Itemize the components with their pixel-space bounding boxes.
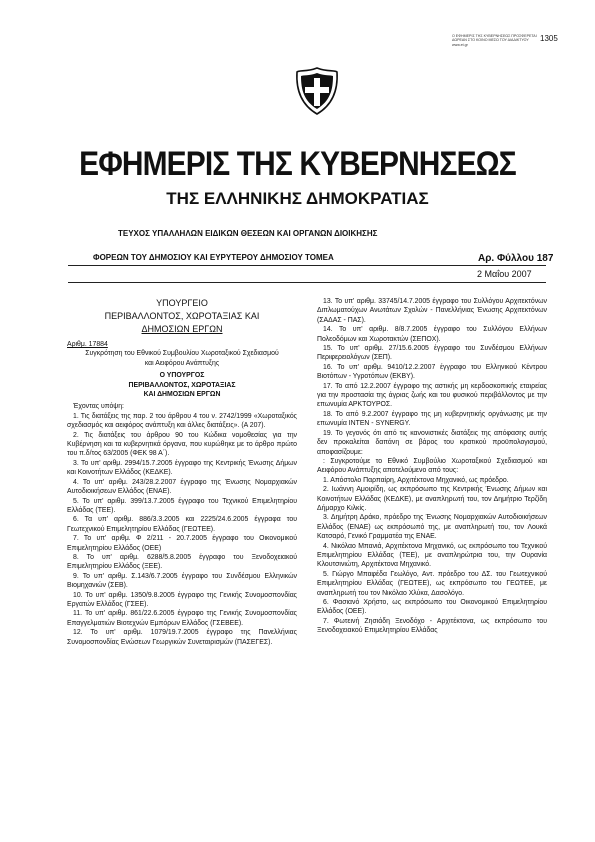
- list-item: 14. Το υπ' αριθμ. 8/8.7.2005 έγγραφο του Συλλόγου Ελλήνων Πολεοδόμων και Χωροτακτών (ΣΕΠΟΧ).: [317, 326, 547, 343]
- decision-title: Συγκρότηση του Εθνικού Συμβουλίου Χωροταξικού Σχεδιασμού και Αειφόρου Ανάπτυξης: [85, 350, 279, 367]
- member-item: 6. Φασιανό Χρήστο, ως εκπρόσωπο του Οικονομικού Επιμελητηρίου Ελλάδος (ΟΕΕ).: [317, 599, 547, 616]
- list-item: 6. Τα υπ' αριθμ. 886/3.3.2005 και 2225/24.6.2005 έγγραφα του Γεωτεχνικού Επιμελητηρίου Ελλάδας (ΓΕΩΤΕΕ).: [67, 516, 297, 533]
- ministry-heading: ΥΠΟΥΡΓΕΙΟ ΠΕΡΙΒΑΛΛΟΝΤΟΣ, ΧΩΡΟΤΑΞΙΑΣ ΚΑΙ ΔΗΜΟΣΙΩΝ ΕΡΓΩΝ: [104, 298, 260, 334]
- list-item: 11. Το υπ' αριθμ. 861/22.6.2005 έγγραφο της Γενικής Συνομοσπονδίας Επαγγελματιών Βιοτεχνών Εμπόρων Ελλάδος (ΓΣΕΒΕΕ).: [67, 610, 297, 627]
- list-item: 7. Το υπ' αριθμ. Φ 2/211 - 20.7.2005 έγγραφο του Οικονομικού Επιμελητηρίου Ελλάδος (ΟΕΕ): [67, 535, 297, 552]
- list-item: 3. Το υπ' αριθμ. 2994/15.7.2005 έγγραφο της Κεντρικής Ένωσης Δήμων και Κοινοτήτων Ελλάδος (ΚΕΔΚΕ).: [67, 459, 297, 477]
- list-item: 18. Το από 9.2.2007 έγγραφο της μη κυβερνητικής οργάνωσης με την επωνυμία ΙΝΤΕΝ - SYNERGY.: [317, 410, 547, 428]
- list-item: 10. Το υπ' αριθμ. 1350/9.8.2005 έγγραφο της Γενικής Συνομοσπονδίας Εργατών Ελλάδος (ΓΣΕΕ).: [67, 591, 297, 608]
- issue-date: 2 Μαΐου 2007: [477, 269, 532, 279]
- list-item: 19. Το γεγονός ότι από τις κανονιστικές διατάξεις της απόφασης αυτής δεν προκαλείται δαπάνη σε βάρος του κρατικού προϋπολογισμού, αποφασίζουμε:: [317, 429, 547, 456]
- list-item: 16. Το υπ' αριθμ. 9410/12.2.2007 έγγραφο του Ελληνικού Κέντρου Βιοτόπων - Υγροτόπων (ΕΚΒΥ).: [317, 363, 547, 381]
- list-item: 2. Τις διατάξεις του άρθρου 90 του Κώδικα νομοθεσίας για την Κυβέρνηση και τα κυβερνητικά όργανα, που κυρώθηκε με το άρθρο πρώτο του π.δ/τος 63/2005 (ΦΕΚ 98 Α΄).: [67, 431, 297, 458]
- list-item: 15. Το υπ' αριθμ. 27/15.6.2005 έγγραφο του Συνδέσμου Ελλήνων Περιφερειολόγων (ΣΕΠ).: [317, 345, 547, 362]
- gazette-title: ΕΦΗΜΕΡΙΣ ΤΗΣ ΚΥΒΕΡΝΗΣΕΩΣ: [79, 145, 516, 183]
- list-item: 4. Το υπ' αριθμ. 243/28.2.2007 έγγραφο της Ένωσης Νομαρχιακών Αυτοδιοικήσεων Ελλάδος (ΕΝΑΕ).: [67, 478, 297, 496]
- right-column: [317, 297, 547, 636]
- series-line-2: ΦΟΡΕΩΝ ΤΟΥ ΔΗΜΟΣΙΟΥ ΚΑΙ ΕΥΡΥΤΕΡΟΥ ΔΗΜΟΣΙΟΥ ΤΟΜΕΑ: [93, 253, 334, 262]
- decision-number: Αριθμ. 17884: [67, 341, 108, 348]
- series-line-1: ΤΕΥΧΟΣ ΥΠΑΛΛΗΛΩΝ ΕΙΔΙΚΩΝ ΘΕΣΕΩΝ ΚΑΙ ΟΡΓΑΝΩΝ ΔΙΟΙΚΗΣΗΣ: [118, 229, 378, 238]
- issue-number: Αρ. Φύλλου 187: [478, 253, 554, 264]
- intro-text: Έχοντας υπόψη:: [73, 403, 124, 411]
- list-item: 13. Το υπ' αριθμ. 33745/14.7.2005 έγγραφο του Συλλόγου Αρχιτεκτόνων Διπλωματούχων Ανωτάτων Σχολών - Πανελλήνιας Ένωσης Αρχιτεκτόνων (ΣΑΔΑΣ - ΠΑΣ).: [317, 298, 547, 324]
- list-item: 12. Το υπ' αριθμ. 1079/19.7.2005 έγγραφο της Πανελλήνιας Συνομοσπονδίας Ενώσεων Γεωργικών Συνεταιρισμών (ΠΑΣΕΓΕΣ).: [67, 629, 297, 646]
- decision-intro: : Συγκροτούμε το Εθνικό Συμβούλιο Χωροταξικού Σχεδιασμού και Αειφόρου Ανάπτυξης αποτελούμενο από τους:: [317, 457, 547, 475]
- left-column: [67, 297, 297, 647]
- list-item: 1. Τις διατάξεις της παρ. 2 του άρθρου 4 του ν. 2742/1999 «Χωροταξικός σχεδιασμός και αειφόρος ανάπτυξη και άλλες διατάξεις». (Α 207).: [67, 412, 297, 430]
- distribution-note: Ο ΕΦΗΜΕΡΙΣ ΤΗΣ ΚΥΒΕΡΝΗΣΕΩΣ ΠΡΟΣΦΕΡΕΤΑΙ ΔΩΡΕΑΝ ΣΤΟ ΚΟΙΝΟ ΜΕΣΩ ΤΟΥ ΔΙΑΔΙΚΤΥΟΥ www.et.gr: [452, 34, 537, 47]
- list-item: 17. Το από 12.2.2007 έγγραφο της αστικής μη κερδοσκοπικής εταιρείας για την προστασία της άγριας ζωής και του φυσικού περιβάλλοντος με την επωνυμία ΑΡΚΤΟΥΡΟΣ.: [317, 382, 547, 409]
- minister-title: Ο ΥΠΟΥΡΓΟΣ ΠΕΡΙΒΑΛΛΟΝΤΟΣ, ΧΩΡΟΤΑΞΙΑΣ ΚΑΙ ΔΗΜΟΣΙΩΝ ΕΡΓΩΝ: [128, 372, 236, 399]
- member-item: 5. Γιώργο Μπαφέδα Γεωλόγο, Αντ. πρόεδρο του ΔΣ. του Γεωτεχνικού Επιμελητηρίου Ελλάδας (ΓΕΩΤΕΕ), ως εκπρόσωπο του ΓΕΩΤΕΕ, με αναπληρωτή του τον Νικόλαο Χλύκα, Δασολόγο.: [317, 570, 547, 597]
- header-rule-lower: [68, 282, 546, 283]
- coat-of-arms-emblem: [294, 66, 340, 116]
- member-item: 2. Ιωάννη Αμοιρίδη, ως εκπρόσωπο της Κεντρικής Ένωσης Δήμων και Κοινοτήτων Ελλάδας (ΚΕΔΚΕ), με αναπληρωτή του, τον Δημήτριο Τερζίδη Δήμαρχο Κιλκίς.: [317, 486, 547, 512]
- list-item: 9. Το υπ' αριθμ. Σ.143/6.7.2005 έγγραφο του Συνδέσμου Ελληνικών Βιομηχανιών (ΣΕΒ).: [67, 572, 297, 590]
- gazette-subtitle: ΤΗΣ ΕΛΛΗΝΙΚΗΣ ΔΗΜΟΚΡΑΤΙΑΣ: [166, 189, 429, 208]
- header-rule: [68, 265, 546, 266]
- member-item: 4. Νικόλαο Μπανιά, Αρχιτέκτονα Μηχανικό, ως εκπρόσωπο του Τεχνικού Επιμελητηρίου Ελλάδας (ΤΕΕ), με αναπληρώτρια του, την Ουρανία Κλουτσινιώτη, Αρχιτέκτονα Μηχανικό.: [317, 542, 547, 569]
- list-item: 8. Το υπ' αριθμ. 6288/5.8.2005 έγγραφο του Ξενοδοχειακού Επιμελητηρίου Ελλάδος (ΞΕΕ).: [67, 553, 297, 571]
- list-item: 5. Το υπ' αριθμ. 399/13.7.2005 έγγραφο του Τεχνικού Επιμελητηρίου Ελλάδας (ΤΕΕ).: [67, 497, 297, 514]
- page-number: 1305: [540, 34, 558, 43]
- member-item: 3. Δημήτρη Δράκο, πρόεδρο της Ένωσης Νομαρχιακών Αυτοδιοικήσεων Ελλάδος (ΕΝΑΕ) ως εκπρόσωπό της, με αναπληρωτή του, τον Λουκά Κατσαρό, Γενικό Γραμματέα της ΕΝΑΕ.: [317, 514, 547, 541]
- member-item: 1. Απόστολο Παρπαίρη, Αρχιτέκτονα Μηχανικό, ως πρόεδρο.: [323, 476, 509, 484]
- member-item: 7. Φωτεινή Ζησιάδη Ξενοδόχο - Αρχιτέκτονα, ως εκπρόσωπο του Ξενοδοχειακού Επιμελητηρίου Ελλάδας: [317, 617, 547, 635]
